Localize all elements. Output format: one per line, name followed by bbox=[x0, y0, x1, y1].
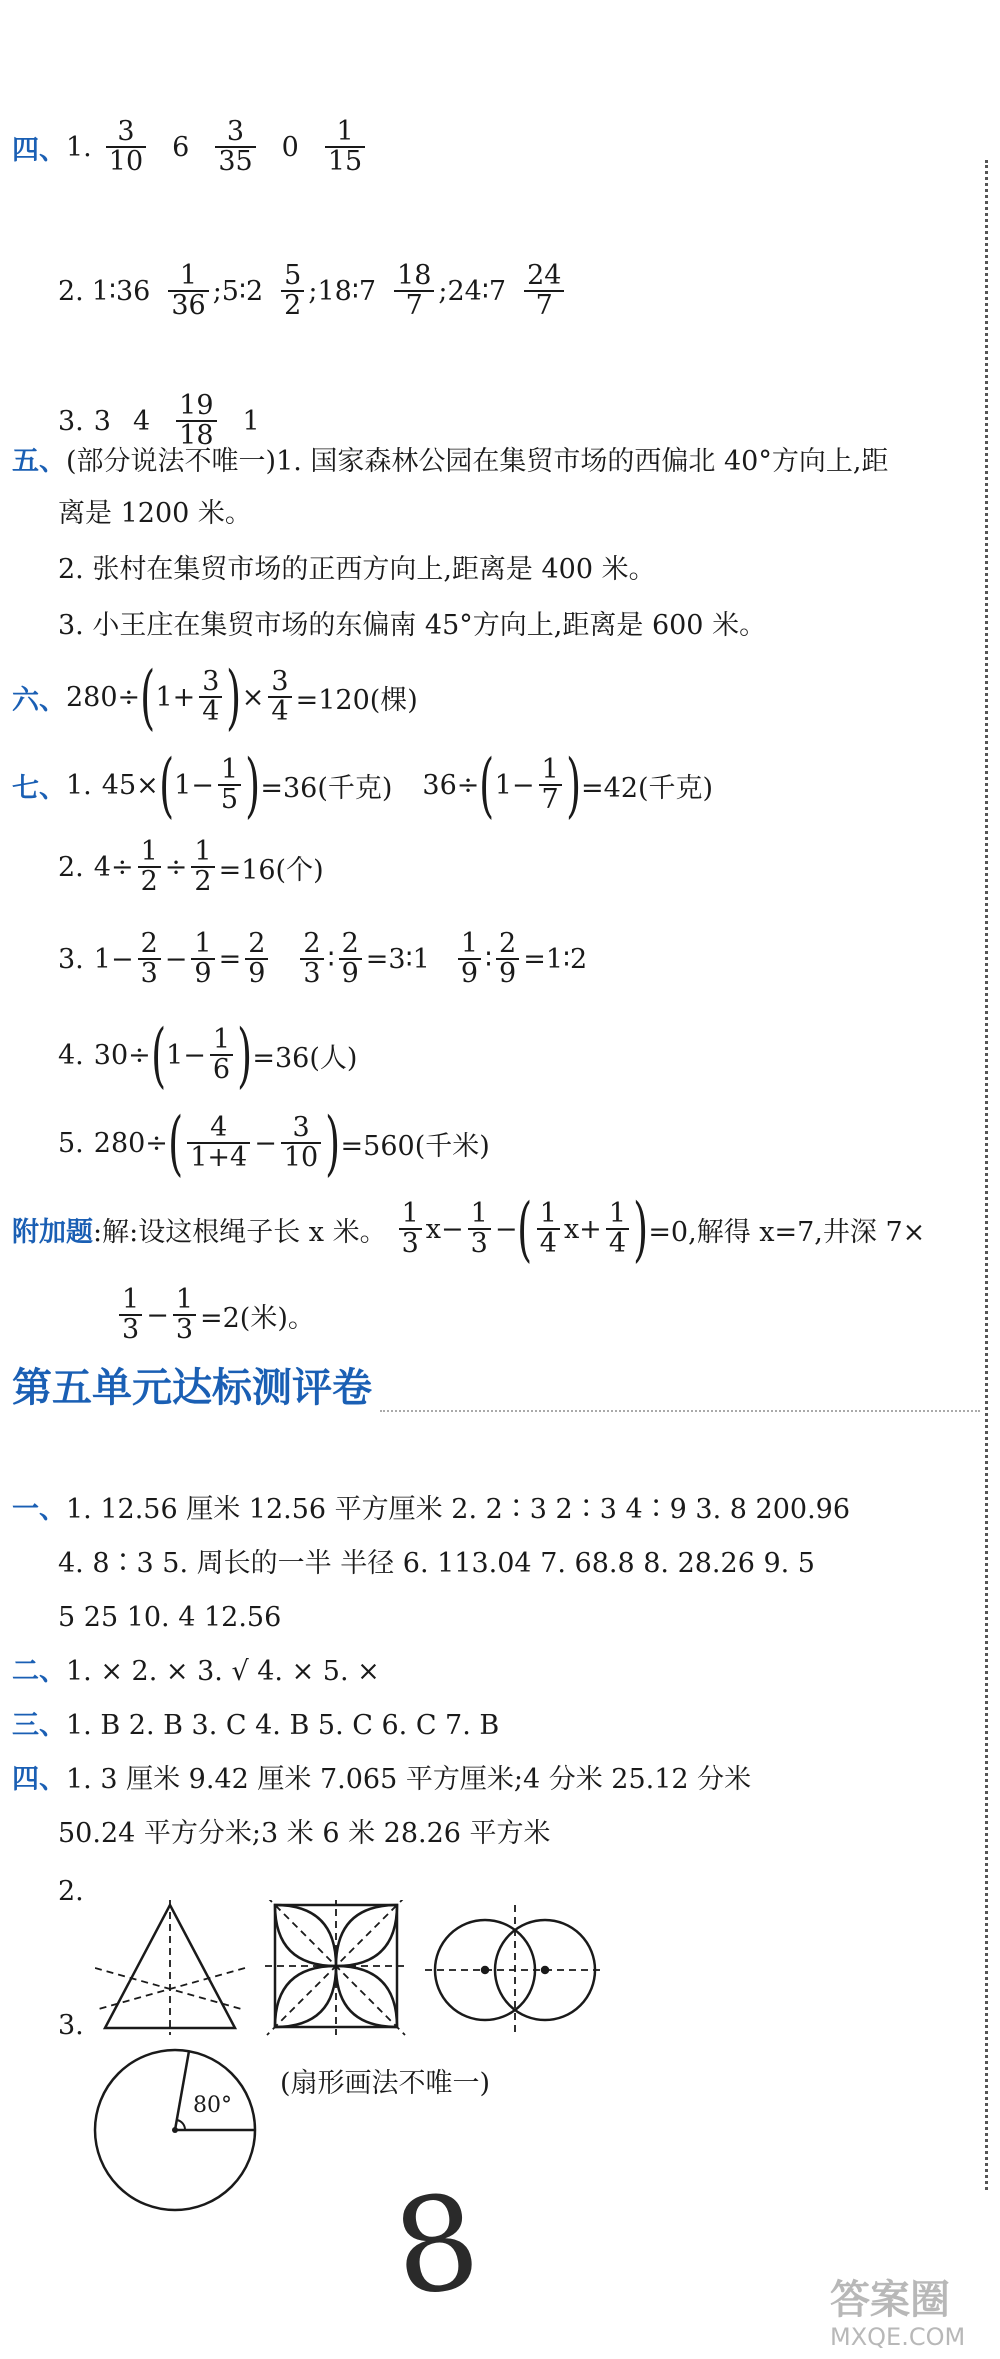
left-paren: ( bbox=[479, 744, 495, 826]
right-paren: ) bbox=[237, 1014, 253, 1096]
u5-s2-line bbox=[12, 1658, 380, 1685]
sec5-line3: 2. 张村在集贸市场的正西方向上,距离是 400 米。 bbox=[58, 554, 656, 585]
expr: − bbox=[164, 943, 188, 975]
title-dotted-line bbox=[380, 1410, 980, 1412]
bonus-line2 bbox=[115, 1286, 315, 1345]
sector-note: (扇形画法不唯一) bbox=[280, 2068, 491, 2099]
expr: =1∶2 bbox=[523, 943, 588, 975]
expr: x+ bbox=[563, 1213, 602, 1245]
fraction: $\frac{1}{3}$ bbox=[119, 1286, 142, 1345]
ratio: ;5∶2 bbox=[212, 275, 264, 307]
fraction: $\frac{1}{36}$ bbox=[168, 262, 208, 321]
sec7-q5 bbox=[58, 1102, 490, 1184]
sec4-line1 bbox=[12, 118, 369, 177]
expr: 280÷ bbox=[66, 681, 141, 713]
right-paren: ) bbox=[226, 656, 242, 738]
fraction: $\frac{1}{3}$ bbox=[468, 1200, 491, 1259]
expr: ∶ bbox=[485, 943, 493, 975]
expr: :解:设这根绳子长 x 米。 bbox=[93, 1216, 387, 1248]
handwritten-number: 8 bbox=[384, 2163, 488, 2327]
expr: × bbox=[241, 681, 265, 713]
expr: 45× bbox=[101, 769, 159, 801]
sec4-label: 四、 bbox=[12, 134, 66, 166]
center-point bbox=[172, 2127, 178, 2133]
expr: − bbox=[494, 1213, 518, 1245]
u5-s1-line3: 5 25 10. 4 12.56 bbox=[58, 1602, 282, 1633]
expr: =36(人) bbox=[252, 1042, 358, 1074]
sec5-text-1: (部分说法不唯一)1. 国家森林公园在集贸市场的西偏北 40°方向上,距 bbox=[66, 446, 889, 477]
sec4-l3-num: 3. bbox=[58, 405, 84, 437]
expr: 280÷ bbox=[93, 1127, 168, 1159]
fraction: $\frac{3}{35}$ bbox=[215, 118, 255, 177]
fraction: $\frac{1}{3}$ bbox=[399, 1200, 422, 1259]
value: 4 bbox=[132, 405, 151, 437]
ratio: 1∶36 bbox=[91, 275, 151, 307]
fraction: $\frac{1}{2}$ bbox=[191, 838, 214, 897]
value: 1 bbox=[242, 405, 260, 437]
radius-line bbox=[175, 2051, 189, 2130]
right-paren: ) bbox=[245, 744, 261, 826]
fraction: $\frac{3}{10}$ bbox=[106, 118, 146, 177]
u5-s1-text1: 1. 12.56 厘米 12.56 平方厘米 2. 2∶3 2∶3 4∶9 3. 8 200.96 bbox=[66, 1494, 851, 1525]
bonus-label: 附加题 bbox=[12, 1216, 93, 1248]
expr: =3∶1 bbox=[365, 943, 430, 975]
expr: 1− bbox=[494, 769, 535, 801]
expr: =36(千克) bbox=[260, 772, 393, 804]
fraction: $\frac{1}{5}$ bbox=[218, 756, 241, 815]
fraction: $\frac{4}{1+4}$ bbox=[187, 1114, 250, 1173]
u5-s2-label: 二、 bbox=[12, 1656, 66, 1687]
left-paren: ( bbox=[168, 1102, 184, 1184]
fraction: $\frac{1}{4}$ bbox=[606, 1200, 629, 1259]
watermark-logo: 答案圈 bbox=[830, 2277, 950, 2323]
fraction: $\frac{1}{6}$ bbox=[210, 1026, 233, 1085]
u5-s1-label: 一、 bbox=[12, 1494, 66, 1525]
sec6-line bbox=[12, 656, 418, 738]
u5-s4-line1 bbox=[12, 1766, 751, 1793]
value: 0 bbox=[281, 131, 299, 163]
u5-s4-q2-num: 2. bbox=[58, 1876, 84, 1907]
u5-s4-label: 四、 bbox=[12, 1764, 66, 1795]
expr: − bbox=[254, 1127, 277, 1159]
u5-s4-q3-num: 3. bbox=[58, 2010, 84, 2041]
ratio: ;24∶7 bbox=[438, 275, 507, 307]
q-num: 3. bbox=[58, 943, 84, 975]
watermark-url: MXQE.COM bbox=[830, 2323, 966, 2351]
fraction: $\frac{1}{15}$ bbox=[325, 118, 365, 177]
left-paren: ( bbox=[150, 1014, 166, 1096]
sec6-label: 六、 bbox=[12, 684, 66, 716]
fraction: $\frac{2}{9}$ bbox=[339, 930, 362, 989]
u5-s4-text1: 1. 3 厘米 9.42 厘米 7.065 平方厘米;4 分米 25.12 分米 bbox=[66, 1764, 752, 1795]
u5-s3-label: 三、 bbox=[12, 1710, 66, 1741]
sector-figure bbox=[85, 2040, 265, 2220]
fraction: $\frac{2}{3}$ bbox=[300, 930, 323, 989]
sec5-line2: 离是 1200 米。 bbox=[58, 498, 252, 529]
square-leaf-figure bbox=[265, 1900, 407, 2035]
angle-label: 80° bbox=[193, 2093, 232, 2118]
ratio: ;18∶7 bbox=[308, 275, 377, 307]
fraction: $\frac{1}{4}$ bbox=[537, 1200, 560, 1259]
u5-s3-line bbox=[12, 1712, 499, 1739]
fraction: $\frac{24}{7}$ bbox=[524, 262, 564, 321]
expr: =0,解得 x=7,井深 7× bbox=[648, 1216, 926, 1248]
expr: = bbox=[218, 943, 242, 975]
fraction: $\frac{2}{9}$ bbox=[496, 930, 519, 989]
fraction: $\frac{18}{7}$ bbox=[394, 262, 434, 321]
u5-s1-line1 bbox=[12, 1496, 850, 1523]
sec5-label: 五、 bbox=[12, 446, 66, 477]
right-paren: ) bbox=[565, 744, 581, 826]
expr: 1− bbox=[93, 943, 134, 975]
two-circles-figure bbox=[425, 1905, 605, 2035]
left-paren: ( bbox=[517, 1188, 533, 1270]
expr: =42(千克) bbox=[581, 772, 714, 804]
expr: =2(米)。 bbox=[200, 1302, 315, 1334]
sec4-line3 bbox=[58, 392, 260, 451]
expr: =560(千米) bbox=[340, 1130, 490, 1162]
q-num: 1. bbox=[66, 769, 92, 801]
fraction: $\frac{1}{7}$ bbox=[539, 756, 562, 815]
u5-s3-text: 1. B 2. B 3. C 4. B 5. C 6. C 7. B bbox=[66, 1710, 500, 1741]
unit5-title: 第五单元达标测评卷 bbox=[12, 1365, 372, 1411]
sec4-l2-num: 2. bbox=[58, 275, 84, 307]
sec5-line1 bbox=[12, 448, 888, 475]
fraction: $\frac{3}{4}$ bbox=[268, 668, 291, 727]
sec4-line2 bbox=[58, 262, 568, 321]
triangle-figure bbox=[95, 1900, 245, 2035]
expr: 4÷ bbox=[93, 851, 134, 883]
sec7-q4 bbox=[58, 1014, 358, 1096]
fraction: $\frac{2}{3}$ bbox=[138, 930, 161, 989]
sec7-q2 bbox=[58, 838, 324, 897]
fraction: $\frac{1}{2}$ bbox=[138, 838, 161, 897]
q-num: 2. bbox=[58, 851, 84, 883]
fraction: $\frac{3}{4}$ bbox=[199, 668, 222, 727]
expr: x− bbox=[425, 1213, 464, 1245]
expr: ∶ bbox=[327, 943, 335, 975]
left-paren: ( bbox=[140, 656, 156, 738]
fraction: $\frac{2}{9}$ bbox=[245, 930, 268, 989]
fraction: $\frac{3}{10}$ bbox=[281, 1114, 321, 1173]
left-paren: ( bbox=[158, 744, 174, 826]
fraction: $\frac{1}{3}$ bbox=[173, 1286, 196, 1345]
expr: ÷ bbox=[164, 851, 188, 883]
u5-s2-text: 1. × 2. × 3. √ 4. × 5. × bbox=[66, 1656, 380, 1687]
margin-dotted-line bbox=[985, 160, 988, 2190]
bonus-line1 bbox=[12, 1188, 926, 1270]
q-num: 4. bbox=[58, 1039, 84, 1071]
right-paren: ) bbox=[325, 1102, 341, 1184]
q-num: 5. bbox=[58, 1127, 84, 1159]
sec7-q1 bbox=[12, 744, 714, 826]
value: 3 bbox=[93, 405, 111, 437]
sec5-line4: 3. 小王庄在集贸市场的东偏南 45°方向上,距离是 600 米。 bbox=[58, 610, 767, 641]
sec7-label: 七、 bbox=[12, 772, 66, 804]
fraction: $\frac{19}{18}$ bbox=[176, 392, 216, 451]
expr: 36÷ bbox=[422, 769, 480, 801]
expr: 30÷ bbox=[93, 1039, 151, 1071]
fraction: $\frac{1}{9}$ bbox=[191, 930, 214, 989]
sec4-l1-num: 1. bbox=[66, 131, 92, 163]
right-paren: ) bbox=[633, 1188, 649, 1270]
expr: 1+ bbox=[155, 681, 196, 713]
fraction: $\frac{1}{9}$ bbox=[458, 930, 481, 989]
expr: − bbox=[146, 1299, 169, 1331]
expr: =120(棵) bbox=[295, 684, 418, 716]
symmetry-figures bbox=[95, 1900, 615, 2040]
fraction: $\frac{5}{2}$ bbox=[281, 262, 304, 321]
u5-s1-line2: 4. 8∶3 5. 周长的一半 半径 6. 113.04 7. 68.8 8. 28.26 9. 5 bbox=[58, 1548, 815, 1579]
angle-arc bbox=[177, 2120, 185, 2130]
value: 6 bbox=[172, 131, 190, 163]
sec7-q3 bbox=[58, 930, 587, 989]
expr: =16(个) bbox=[218, 854, 324, 886]
u5-s4-line2: 50.24 平方分米;3 米 6 米 28.26 平方米 bbox=[58, 1818, 551, 1849]
expr: 1− bbox=[166, 1039, 206, 1071]
expr: 1− bbox=[174, 769, 214, 801]
